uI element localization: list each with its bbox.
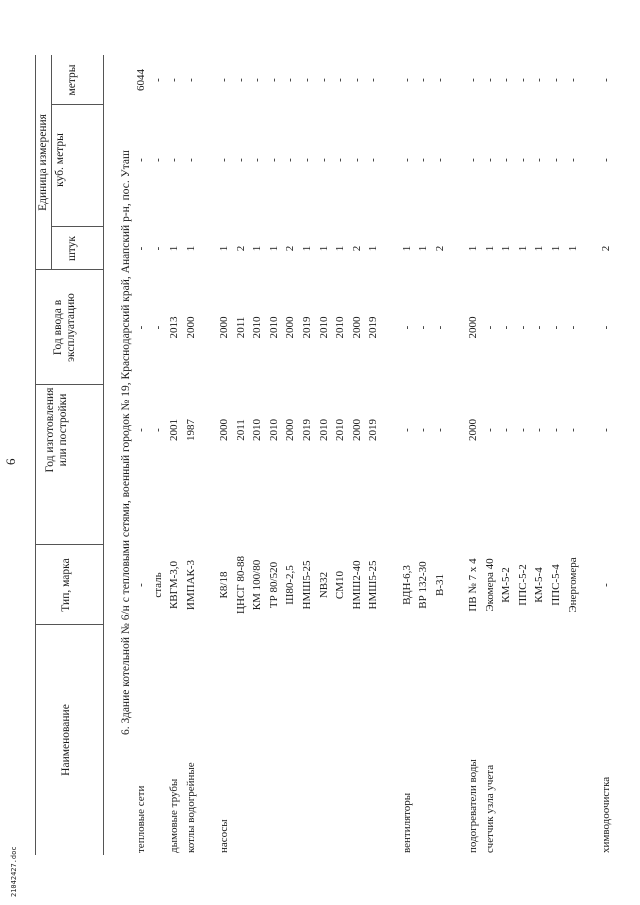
cell-type-mark: КМ 100/80 — [251, 559, 264, 611]
cell-type-mark: КМ-5-2 — [500, 567, 513, 603]
cell-type-mark: Ш80-2,5 — [284, 565, 297, 605]
cell-year-made: 2019 — [301, 419, 313, 441]
cell-cubic-meters: - — [267, 158, 280, 162]
cell-meters: - — [533, 78, 546, 82]
cell-pieces: 1 — [400, 245, 413, 252]
cell-year-commissioned: 2019 — [301, 316, 313, 339]
cell-type-mark: ЦНСГ 80-88 — [234, 556, 247, 614]
cell-name: дымовые трубы — [168, 778, 181, 853]
cell-type-mark: сталь — [151, 572, 164, 598]
cell-cubic-meters: - — [467, 158, 479, 162]
cell-meters: - — [168, 78, 181, 82]
cell-meters: 6044 — [135, 69, 147, 91]
cell-cubic-meters: - — [284, 158, 297, 162]
cell-type-mark: ВР 132-30 — [417, 561, 430, 609]
cell-meters: - — [500, 78, 513, 82]
cell-cubic-meters: - — [184, 158, 197, 162]
cell-cubic-meters: - — [301, 158, 313, 162]
cell-pieces: 1 — [367, 245, 380, 252]
cell-year-commissioned: 2000 — [350, 316, 363, 339]
cell-pieces: 1 — [334, 245, 347, 252]
cell-year-made: 2001 — [168, 419, 181, 441]
cell-year-made: - — [135, 428, 147, 432]
cell-meters: - — [151, 78, 164, 82]
cell-pieces: 1 — [301, 245, 313, 252]
cell-cubic-meters: - — [550, 158, 562, 162]
cell-year-commissioned: 2000 — [184, 316, 197, 339]
cell-cubic-meters: - — [367, 158, 380, 162]
cell-name: котлы водогрейные — [184, 762, 197, 853]
cell-year-made: 2000 — [284, 419, 297, 441]
cell-name: насосы — [218, 819, 230, 853]
cell-year-commissioned: - — [533, 325, 546, 330]
cell-year-commissioned: 2013 — [168, 316, 181, 339]
cell-meters: - — [417, 78, 430, 82]
cell-meters: - — [467, 78, 479, 82]
cell-year-commissioned: - — [599, 325, 612, 330]
cell-type-mark: - — [135, 583, 147, 587]
cell-pieces: 1 — [251, 245, 264, 252]
header-type-mark: Тип, марка — [60, 558, 72, 612]
cell-meters: - — [267, 78, 280, 82]
cell-type-mark: CM10 — [334, 570, 347, 600]
cell-year-commissioned: 2010 — [267, 316, 280, 339]
cell-year-made: - — [151, 428, 164, 432]
cell-type-mark: ИМПАК-3 — [184, 559, 197, 611]
header-year-commissioned: Год ввода в эксплуатацию — [52, 293, 77, 362]
cell-pieces: 1 — [483, 245, 496, 252]
cell-type-mark: КМ-5-4 — [533, 567, 546, 603]
cell-year-commissioned: 2010 — [334, 316, 347, 339]
cell-pieces: 1 — [317, 245, 330, 252]
cell-cubic-meters: - — [168, 158, 181, 162]
cell-type-mark: ППС-5-2 — [516, 564, 529, 606]
cell-name: подогреватели воды — [467, 759, 479, 853]
cell-year-made: - — [599, 428, 612, 432]
cell-cubic-meters: - — [516, 158, 529, 162]
header-year-made: Год изготовления или постройки — [44, 387, 69, 473]
cell-cubic-meters: - — [483, 158, 496, 162]
cell-year-commissioned: - — [151, 325, 164, 330]
cell-pieces: 2 — [433, 245, 446, 252]
cell-year-commissioned: - — [417, 325, 430, 330]
cell-year-commissioned: 2010 — [251, 316, 264, 339]
cell-meters: - — [400, 78, 413, 82]
cell-cubic-meters: - — [135, 158, 147, 162]
cell-year-made: 1987 — [184, 419, 197, 441]
cell-year-commissioned: 2010 — [317, 316, 330, 339]
cell-pieces: 2 — [350, 245, 363, 252]
cell-pieces: 1 — [516, 245, 529, 252]
cell-year-made: 2019 — [367, 419, 380, 441]
table-top-border — [35, 55, 36, 855]
cell-type-mark: НМШ5-25 — [367, 560, 380, 610]
cell-cubic-meters: - — [566, 158, 579, 162]
cell-cubic-meters: - — [433, 158, 446, 162]
cell-year-made: 2010 — [267, 419, 280, 441]
cell-year-made: - — [550, 428, 562, 432]
header-units-meters: метры — [66, 64, 78, 96]
cell-meters: - — [483, 78, 496, 82]
cell-year-commissioned: - — [400, 325, 413, 330]
cell-year-made: - — [500, 428, 513, 432]
cell-pieces: 1 — [218, 245, 230, 252]
cell-pieces: - — [151, 246, 164, 251]
cell-type-mark: НМШ5-25 — [301, 560, 313, 610]
cell-meters: - — [234, 78, 247, 82]
cell-year-commissioned: 2000 — [467, 316, 479, 339]
cell-year-commissioned: - — [433, 325, 446, 330]
cell-year-commissioned: - — [566, 325, 579, 330]
cell-year-commissioned: 2000 — [218, 316, 230, 339]
cell-year-made: - — [516, 428, 529, 432]
cell-pieces: 2 — [284, 245, 297, 252]
cell-cubic-meters: - — [500, 158, 513, 162]
cell-meters: - — [566, 78, 579, 82]
cell-meters: - — [350, 78, 363, 82]
cell-type-mark: ВДН-6,3 — [400, 565, 413, 605]
cell-cubic-meters: - — [417, 158, 430, 162]
cell-type-mark: Энергомера — [566, 557, 579, 613]
cell-pieces: 2 — [234, 245, 247, 252]
cell-name: химводоочистка — [599, 776, 612, 853]
cell-year-commissioned: - — [516, 325, 529, 330]
cell-type-mark: - — [599, 583, 612, 587]
section-title: 6. Здание котельной № 6/н с тепловыми сетями, военный городок № 19, Краснодарский край, Анапский р-н, пос. Уташ — [120, 150, 132, 735]
cell-year-made: - — [400, 428, 413, 432]
cell-meters: - — [317, 78, 330, 82]
cell-year-made: 2011 — [234, 419, 247, 441]
cell-meters: - — [550, 78, 562, 82]
cell-cubic-meters: - — [234, 158, 247, 162]
cell-meters: - — [301, 78, 313, 82]
cell-year-commissioned: - — [500, 325, 513, 330]
cell-cubic-meters: - — [218, 158, 230, 162]
cell-meters: - — [334, 78, 347, 82]
cell-year-made: 2010 — [251, 419, 264, 441]
cell-type-mark: В-31 — [433, 574, 446, 596]
cell-type-mark: КВГМ-3,0 — [168, 560, 181, 610]
cell-type-mark: ТР 80/520 — [267, 561, 280, 609]
cell-year-made: - — [433, 428, 446, 432]
file-name: 21042427.doc — [10, 846, 18, 897]
cell-year-commissioned: - — [550, 325, 562, 330]
cell-type-mark: НМШ2-40 — [350, 560, 363, 610]
cell-year-made: 2010 — [317, 419, 330, 441]
cell-year-made: - — [483, 428, 496, 432]
cell-type-mark: ПВ № 7 х 4 — [467, 558, 479, 612]
cell-cubic-meters: - — [400, 158, 413, 162]
header-units-group: Единица измерения — [37, 114, 49, 211]
cell-year-commissioned: 2000 — [284, 316, 297, 339]
cell-meters: - — [367, 78, 380, 82]
page-number: 6 — [3, 458, 18, 465]
cell-year-made: - — [533, 428, 546, 432]
header-name: Наименование — [60, 704, 72, 776]
cell-type-mark: ППС-5-4 — [550, 564, 562, 606]
cell-year-made: - — [417, 428, 430, 432]
cell-name: вентиляторы — [400, 792, 413, 853]
cell-pieces: 2 — [599, 245, 612, 252]
cell-type-mark: Экомера 40 — [483, 558, 496, 612]
cell-cubic-meters: - — [251, 158, 264, 162]
cell-year-commissioned: 2011 — [234, 316, 247, 339]
table-header-bottom-border — [103, 55, 104, 855]
cell-pieces: 1 — [467, 245, 479, 252]
cell-year-made: 2000 — [467, 419, 479, 441]
header-units-cubic: куб. метры — [54, 133, 66, 187]
cell-pieces: 1 — [184, 245, 197, 252]
cell-cubic-meters: - — [350, 158, 363, 162]
cell-name: счетчик узла учета — [483, 764, 496, 853]
cell-pieces: - — [135, 246, 147, 251]
cell-year-commissioned: - — [483, 325, 496, 330]
cell-cubic-meters: - — [599, 158, 612, 162]
cell-meters: - — [284, 78, 297, 82]
cell-year-made: 2000 — [218, 419, 230, 441]
cell-year-made: 2000 — [350, 419, 363, 441]
cell-pieces: 1 — [417, 245, 430, 252]
cell-type-mark: NB32 — [317, 571, 330, 599]
cell-pieces: 1 — [550, 245, 562, 252]
cell-meters: - — [218, 78, 230, 82]
cell-meters: - — [184, 78, 197, 82]
cell-year-made: - — [566, 428, 579, 432]
cell-cubic-meters: - — [317, 158, 330, 162]
cell-type-mark: К8/18 — [218, 571, 230, 599]
units-group-divider — [51, 55, 52, 270]
cell-pieces: 1 — [168, 245, 181, 252]
cell-year-made: 2010 — [334, 419, 347, 441]
cell-meters: - — [599, 78, 612, 82]
cell-cubic-meters: - — [151, 158, 164, 162]
cell-cubic-meters: - — [533, 158, 546, 162]
cell-pieces: 1 — [267, 245, 280, 252]
cell-pieces: 1 — [500, 245, 513, 252]
cell-meters: - — [433, 78, 446, 82]
cell-year-commissioned: 2019 — [367, 316, 380, 339]
cell-meters: - — [251, 78, 264, 82]
cell-year-commissioned: - — [135, 325, 147, 330]
cell-pieces: 1 — [533, 245, 546, 252]
cell-meters: - — [516, 78, 529, 82]
cell-pieces: 1 — [566, 245, 579, 252]
cell-name: тепловые сети — [135, 785, 147, 853]
cell-cubic-meters: - — [334, 158, 347, 162]
header-units-pieces: штук — [66, 235, 78, 262]
